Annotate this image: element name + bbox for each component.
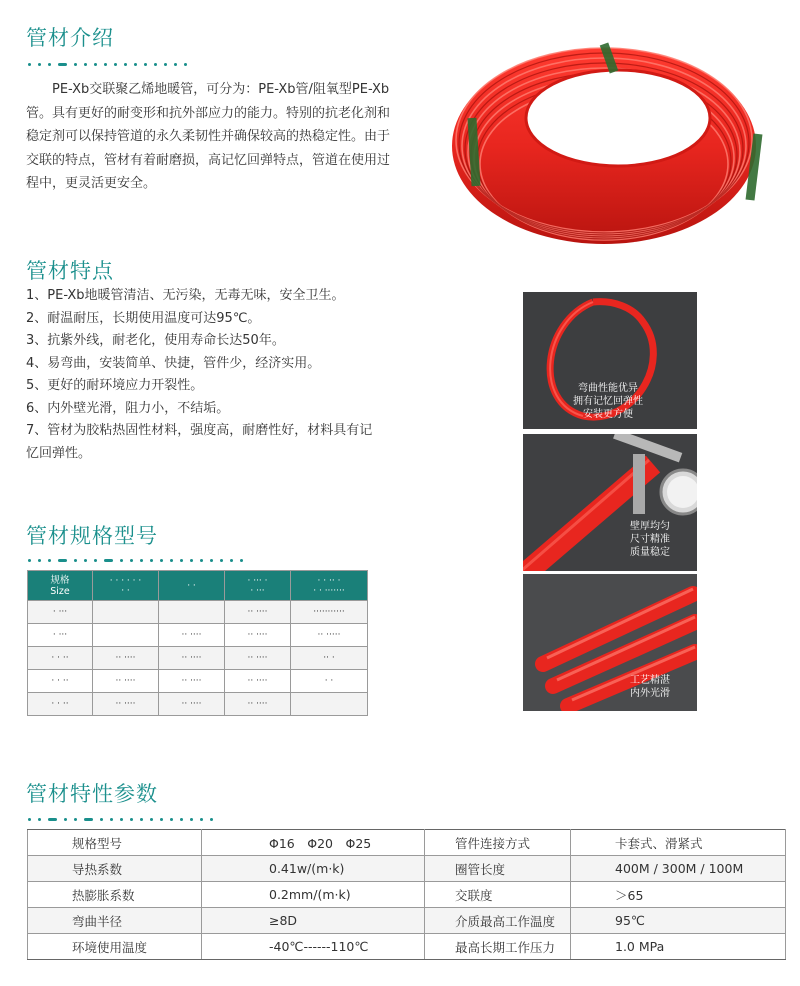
spec-title: 管材规格型号 — [26, 524, 158, 548]
spec-cell: ·· ····· — [291, 624, 368, 647]
spec-table — [27, 570, 368, 716]
intro-title: 管材介绍 — [26, 26, 114, 50]
param-value: 0.2mm/(m·k) — [202, 882, 425, 908]
spec-header-size: 规格 Size — [28, 571, 93, 601]
params-title: 管材特性参数 — [26, 782, 158, 806]
feature-item: 2、耐温耐压，长期使用温度可达95℃。 — [26, 310, 261, 326]
param-label: 导热系数 — [28, 856, 202, 882]
photo-pipe-sections — [523, 574, 697, 711]
table-row — [28, 830, 786, 856]
param-label: 交联度 — [425, 882, 571, 908]
param-label: 环境使用温度 — [28, 934, 202, 960]
spec-header-cell: · · ·· · · · ······· — [291, 571, 368, 601]
spec-cell: ·· ···· — [159, 670, 225, 693]
spec-cell: ·· ···· — [225, 670, 291, 693]
param-value: ＞65 — [571, 882, 786, 908]
features-title: 管材特点 — [26, 259, 114, 283]
table-cell — [159, 601, 225, 624]
spec-cell: ·· ···· — [93, 670, 159, 693]
table-cell — [93, 624, 159, 647]
table-row — [28, 882, 786, 908]
spec-header-cell: · ··· · · ··· — [225, 571, 291, 601]
spec-cell: ·· ···· — [159, 647, 225, 670]
spec-cell: · · — [291, 670, 368, 693]
title-divider — [28, 550, 250, 556]
feature-item: 6、内外壁光滑，阻力小，不结垢。 — [26, 400, 230, 416]
param-value: 0.41w/(m·k) — [202, 856, 425, 882]
table-cell — [291, 693, 368, 716]
param-label: 最高长期工作压力 — [425, 934, 571, 960]
spec-cell: ·· ···· — [225, 624, 291, 647]
spec-cell: ·· ···· — [225, 647, 291, 670]
spec-cell: · · ·· — [28, 647, 93, 670]
feature-item: 4、易弯曲，安装简单、快捷，管件少，经济实用。 — [26, 355, 321, 371]
params-table — [27, 829, 786, 960]
spec-cell: ·· ···· — [225, 693, 291, 716]
table-row — [28, 856, 786, 882]
photo-bending — [523, 292, 697, 429]
table-cell — [93, 601, 159, 624]
param-label: 管件连接方式 — [425, 830, 571, 856]
spec-cell: · ··· — [28, 624, 93, 647]
param-value: -40℃------110℃ — [202, 934, 425, 960]
spec-cell: ·· ···· — [159, 693, 225, 716]
spec-cell: ·· ···· — [93, 647, 159, 670]
param-label: 弯曲半径 — [28, 908, 202, 934]
table-row — [28, 908, 786, 934]
param-label: 热膨胀系数 — [28, 882, 202, 908]
photo-caption: 弯曲性能优异 拥有记忆回弹性 安装更方便 — [573, 383, 643, 420]
intro-paragraph: PE-Xb交联聚乙烯地暖管，可分为：PE-Xb管/阻氧型PE-Xb管。具有更好的耐变形和抗外部应力的能力。特别的抗老化剂和稳定剂可以保持管道的永久柔韧性并确保较高的热稳定性。由于交联的特点，管材有着耐磨损，高记忆回弹特点，管道在使用过程中，更灵活更安全。 — [26, 82, 391, 191]
spec-cell: ··········· — [291, 601, 368, 624]
param-label: 规格型号 — [28, 830, 202, 856]
param-value: ≥8D — [202, 908, 425, 934]
param-label: 介质最高工作温度 — [425, 908, 571, 934]
photo-caliper — [523, 434, 697, 571]
feature-item: 5、更好的耐环境应力开裂性。 — [26, 378, 204, 393]
spec-cell: · · ·· — [28, 693, 93, 716]
pipe-coil-image — [418, 18, 790, 276]
features-list — [26, 285, 378, 465]
feature-item: 3、抗紫外线，耐老化，使用寿命长达50年。 — [26, 333, 285, 348]
spec-cell: ·· ···· — [225, 601, 291, 624]
spec-cell: ·· · — [291, 647, 368, 670]
spec-cell: · · ·· — [28, 670, 93, 693]
feature-item: 7、管材为胶粘热固性材料，强度高，耐磨性好，材料具有记忆回弹性。 — [26, 423, 373, 461]
param-value: 1.0 MPa — [571, 934, 786, 960]
spec-cell: ·· ···· — [93, 693, 159, 716]
param-value: 卡套式、滑紧式 — [571, 830, 786, 856]
photo-caption: 壁厚均匀 尺寸精准 质量稳定 — [630, 521, 670, 558]
feature-item: 1、PE-Xb地暖管清洁、无污染，无毒无味，安全卫生。 — [26, 288, 345, 303]
param-value: 95℃ — [571, 908, 786, 934]
spec-header-cell: · · · · · · · · — [93, 571, 159, 601]
spec-cell: ·· ···· — [159, 624, 225, 647]
title-divider — [28, 809, 220, 815]
photo-caption: 工艺精湛 内外光滑 — [630, 675, 670, 699]
table-row — [28, 934, 786, 960]
param-label: 圈管长度 — [425, 856, 571, 882]
param-value: 400M / 300M / 100M — [571, 856, 786, 882]
param-value: Φ16 Φ20 Φ25 — [202, 830, 425, 856]
spec-cell: · ··· — [28, 601, 93, 624]
title-divider — [28, 54, 194, 60]
spec-header-cell: · · — [159, 571, 225, 601]
